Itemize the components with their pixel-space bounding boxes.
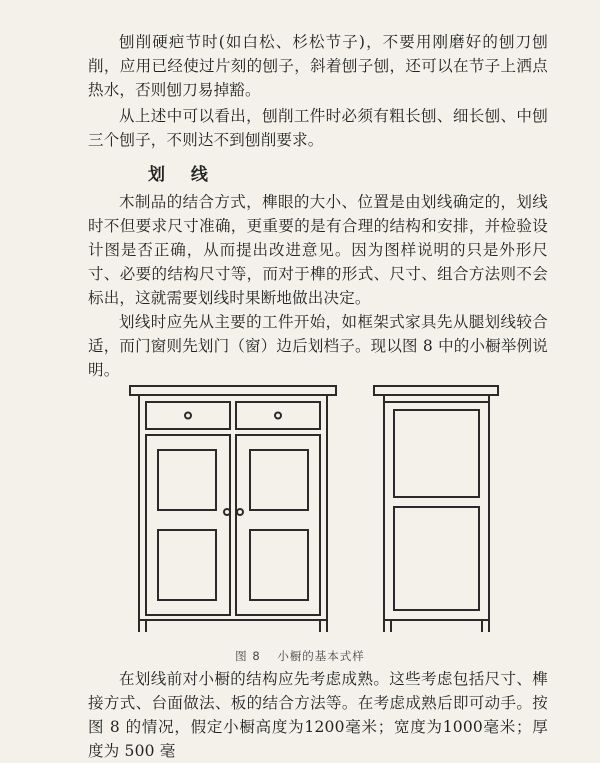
door-knob-icon [237, 509, 243, 515]
drawer-knob-icon [275, 413, 281, 419]
figure-caption-text: 小橱的基本式样 [277, 649, 365, 663]
drawer-knob-icon [185, 413, 191, 419]
paragraph-marking-intro: 木制品的结合方式，榫眼的大小、位置是由划线确定的，划线时不但要求尺寸准确，更重要的是有合理的结构和安排，并检验设计图是否正确，从而提出改进意见。因为图样说明的只是外形尺寸、必要的结构尺寸等，而对于榫的形式、尺寸、组合方法则不会标出，这就需要划线时果断地做出决定。 [88, 193, 548, 307]
figure-caption [0, 648, 600, 664]
figure-cabinet-drawing [0, 380, 600, 645]
paragraph-planing-knots: 刨削硬疤节时(如白松、杉松节子)，不要用刚磨好的刨刀刨削，应用已经使过片刻的刨子，斜着刨子刨，还可以在节子上洒点热水，否则刨刀易掉豁。 [88, 33, 548, 99]
cabinet-side-view [374, 386, 498, 632]
section-heading: 划 线 [148, 165, 218, 185]
figure-label: 图 8 [235, 649, 261, 663]
door-knob-icon [224, 509, 230, 515]
cabinet-front-view [130, 386, 336, 632]
paragraph-cabinet-dimensions: 在划线前对小橱的结构应先考虑成熟。这些考虑包括尺寸、榫接方式、台面做法、板的结合方法等。在考虑成熟后即可动手。按图 8 的情况，假定小橱高度为1200毫米；宽度为1000毫米；厚度为 500 毫 [88, 670, 548, 760]
paragraph-planing-summary: 从上述中可以看出，刨削工件时必须有粗长刨、细长刨、中刨三个刨子，不则达不到刨削要求。 [88, 107, 548, 149]
paragraph-marking-order: 划线时应先从主要的工件开始，如框架式家具先从腿划线较合适，而门窗则先划门（窗）边后划档子。现以图 8 中的小橱举例说明。 [88, 313, 548, 379]
